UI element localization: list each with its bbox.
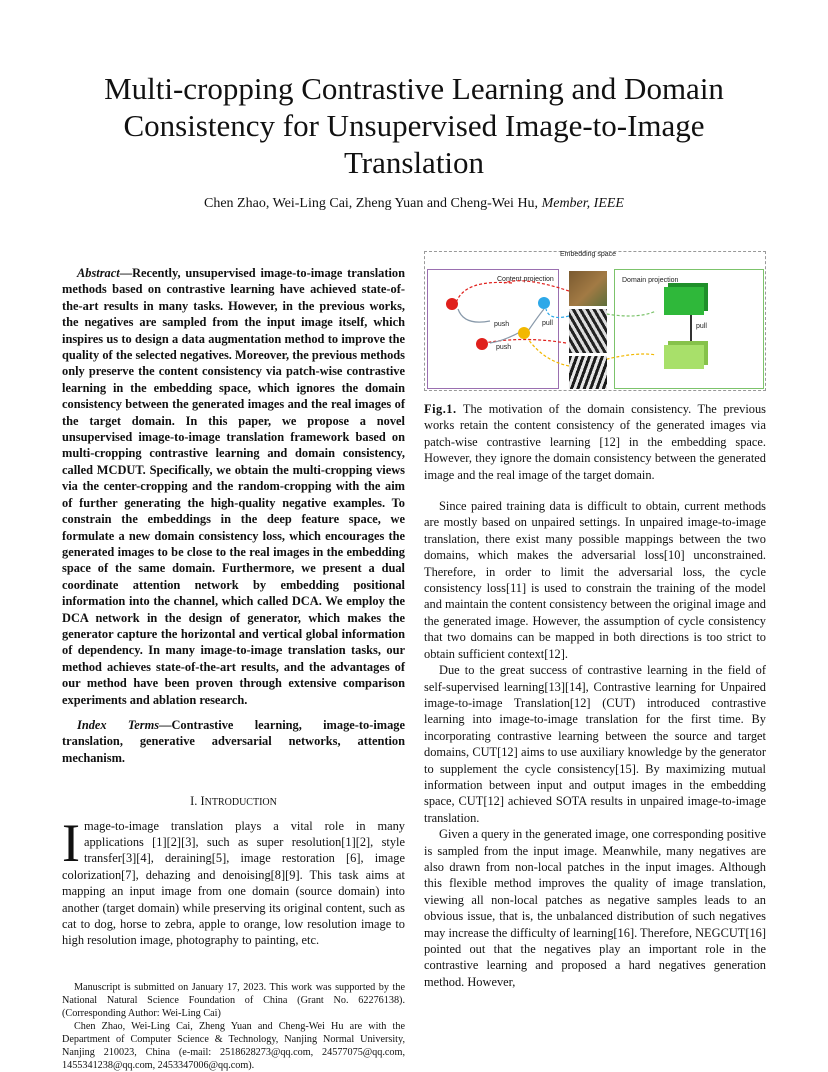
negative-arrow-2: [504, 281, 569, 291]
push-label-1: push: [494, 321, 510, 328]
footnote: [62, 981, 405, 1072]
negative-dot-1: [446, 298, 458, 310]
author-names: Chen Zhao, Wei-Ling Cai, Zheng Yuan and Cheng-Wei Hu,: [204, 196, 539, 211]
caption-text: The motivation of the domain consistency. The previous works retain the content consistency of the generated images via patch-wise contrastive learning [12] in the embedding space. However, they ignore the domain consistency between the generated image and the real image of the target domain.: [424, 402, 766, 482]
abstract-label: Abstract: [77, 266, 120, 280]
query-arrow: [528, 339, 569, 366]
push-label-2: push: [496, 344, 512, 351]
pull-label-2: pull: [696, 323, 707, 330]
negative-dot-2: [476, 338, 488, 350]
caption-label: Fig.1.: [424, 402, 457, 416]
query-dot: [518, 327, 530, 339]
paragraph-1: Since paired training data is difficult to obtain, current methods are mostly based on unpaired settings. In unpaired image-to-image translation, there exist many possible mappings between the two domains, which makes the adversarial loss[10] unconstrained. Therefore, in order to limit the adversarial loss, the cycle consistency loss[11] is used to constrain the training of the model and maintain the content consistency between the original image and the generated image. However, the assumption of cycle consistency that two domains can be mapped in both directions is too strict to obtain sufficient context[12].: [424, 499, 766, 661]
content-projection-label: Content projection: [497, 276, 554, 283]
negative-arrow-1: [456, 282, 512, 303]
push-arrow-1: [458, 309, 490, 322]
section-title-rest: NTRODUCTION: [204, 797, 277, 809]
intro-text: mage-to-image translation plays a vital role in many applications [1][2][3], such as super resolution[1][2], style transfer[3][4], deraining[5], image restoration [6], image colorization[7], dehazing and denoising[8][9]. This task aims at mapping an input image from one domain (source domain) into another (target domain) while preserving its original content, such as cat to dog, horse to zebra, apple to orange, low resolution image to high resolution image, photography to painting, etc.: [62, 818, 405, 948]
title-line-1: Multi-cropping Contrastive Learning and Domain: [104, 71, 724, 106]
footnote-manuscript: Manuscript is submitted on January 17, 2023. This work was supported by the National Natural Science Foundation of China (Grant No. 62276138). (Corresponding Author: Wei-Ling Cai): [62, 981, 405, 1019]
author-membership: Member, IEEE: [541, 196, 624, 211]
index-terms-text: —Contrastive learning, image-to-image translation, generative adversarial networks, attention mechanism.: [62, 717, 405, 765]
intro-paragraph: [62, 812, 405, 949]
index-terms: [62, 717, 405, 766]
paper-title: [60, 70, 768, 181]
section-heading-introduction: [62, 793, 405, 811]
pull-label-1: pull: [542, 320, 553, 327]
horse-image: [569, 271, 607, 306]
dropcap: I: [62, 812, 80, 873]
abstract: [62, 265, 405, 708]
title-line-2: Consistency for Unsupervised Image-to-Image: [123, 108, 705, 143]
left-column: [62, 265, 405, 1072]
paragraph-3: Given a query in the generated image, one corresponding positive is sampled from the input image. Meanwhile, many negatives are also drawn from non-local patches in the input images. Although this flexible method improves the quality of image translation, viewing all non-local patches as negative samples leads to an obvious issue, that is, the unbalanced distribution of such negatives may increase the difficulty of learning[16]. Therefore, NEGCUT[16] pointed out that the negatives play an important role in the contrastive learning and proposed a hard negatives generation method. However,: [424, 827, 766, 989]
positive-arrow: [546, 309, 569, 317]
index-terms-label: Index Terms: [77, 717, 160, 732]
zebra-image-1: [569, 309, 607, 353]
title-line-3: Translation: [343, 145, 485, 180]
right-column: [424, 401, 766, 990]
abstract-text: —Recently, unsupervised image-to-image translation methods based on contrastive learning have achieved state-of-the-art results in many tasks. However, in the previous works, the negatives are sampled from the input image itself, which inspires us to design a data augmentation method to improve the quality of the selected negatives. Moreover, the previous methods only preserve the content consistency via patch-wise contrastive learning in the embedding space, which ignores the domain consistency between the generated images and the real images of the target domain. In this paper, we propose a novel unsupervised image-to-image translation framework based on multi-cropping contrastive learning and domain consistency, called MCDUT. Specifically, we obtain the multi-cropping views via the center-cropping and the random-cropping with the aim of further generating the high-quality negative examples. To constrain the embeddings in the deep feature space, we formulate a new domain consistency loss, which encourages the generated images to be close to the real images in the embedding space of the same domain. Furthermore, we present a dual coordinate attention network by embedding positional information into the channel, which called DCA. We employ the DCA network in the design of generator, which makes the generator capture the horizontal and vertical global information of dependency. In many image-to-image translation tasks, our method achieves state-of-the-art results, and the advantages of our method have been proven through extensive comparison experiments and ablation research.: [62, 266, 405, 707]
section-first-letter: I: [200, 794, 205, 809]
positive-dot: [538, 297, 550, 309]
zebra-image-2: [569, 356, 607, 389]
real-domain-cube: [664, 287, 704, 315]
figure-1: [424, 251, 766, 391]
figure-caption: [424, 401, 766, 483]
author-line: [60, 196, 768, 212]
generated-domain-cube: [664, 345, 704, 369]
footnote-affiliation: Chen Zhao, Wei-Ling Cai, Zheng Yuan and Cheng-Wei Hu are with the Department of Computer Science & Technology, Nanjing Normal University, Nanjing 210023, China (e-mail: 2518628273@qq.com, 24577075@qq.com, 1455341238@qq.com, 2453347006@qq.com).: [62, 1020, 405, 1071]
section-number: I.: [190, 794, 201, 809]
paragraph-2: Due to the great success of contrastive learning in the field of self-supervised learning[13][14], Contrastive learning for Unpaired image-to-image Translation[12] (CUT) introduced contrastive learning into image-to-image translation for the first time. By incorporating contrastive learning between the source and target domains, CUT[12] aims to use auxiliary knowledge by the generator to supplement the cycle consistency[15]. By maximizing mutual information between input and output images in the embedding space, CUT[12] achieved SOTA results in unpaired image-to-image translation.: [424, 663, 766, 825]
embedding-space-label: Embedding space: [560, 251, 617, 258]
domain-projection-label: Domain projection: [622, 277, 679, 284]
